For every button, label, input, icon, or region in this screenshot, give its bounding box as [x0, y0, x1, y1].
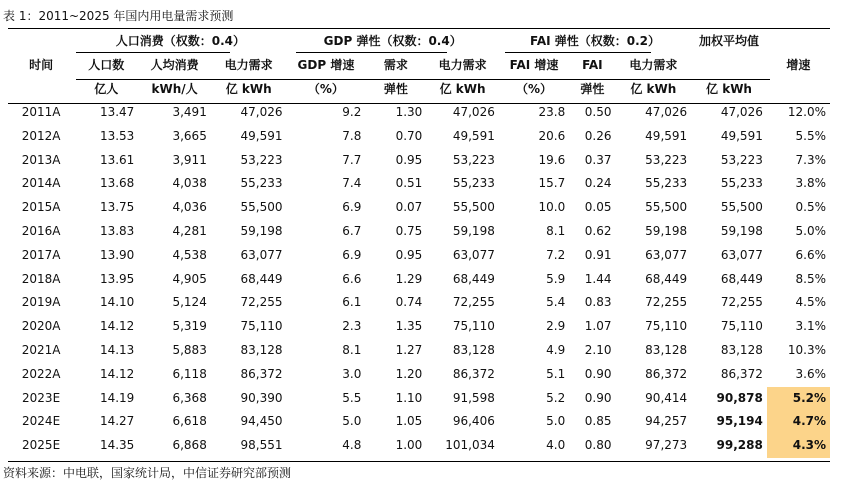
data-cell: 6,618 [172, 414, 207, 429]
data-cell: 0.80 [584, 438, 612, 453]
table-row [8, 363, 830, 387]
data-cell: 47,026 [720, 105, 763, 119]
unit-header: 亿 kWh [225, 82, 272, 96]
data-cell: 5.1 [546, 366, 566, 381]
data-cell: 2.9 [546, 319, 566, 334]
data-cell: 0.85 [584, 414, 612, 429]
data-cell: 5.0 [342, 414, 362, 429]
table-row [8, 268, 830, 292]
year-cell: 2020A [21, 319, 61, 334]
data-cell: 68,449 [645, 271, 688, 286]
year-cell: 2011A [21, 105, 61, 119]
data-cell: 68,449 [240, 271, 283, 286]
data-cell: 98,551 [240, 438, 283, 453]
data-cell: 7.2 [546, 247, 566, 262]
data-cell: 86,372 [240, 366, 283, 381]
data-cell: 19.6 [538, 152, 566, 167]
data-cell: 83,128 [452, 342, 495, 357]
data-cell: 1.05 [395, 414, 423, 429]
data-cell: 0.26 [584, 128, 612, 143]
column-header: 人口数 [88, 58, 125, 72]
data-cell: 47,026 [452, 105, 495, 119]
data-cell: 2.10 [584, 342, 612, 357]
unit-header: 亿 kWh [706, 82, 752, 96]
data-cell: 4.9 [546, 342, 566, 357]
year-cell: 2019A [21, 295, 61, 310]
data-cell: 72,255 [240, 295, 283, 310]
data-cell: 0.70 [395, 128, 423, 143]
data-cell: 4,281 [172, 223, 207, 238]
data-cell: 101,034 [445, 438, 495, 453]
data-cell: 8.5% [795, 271, 826, 286]
data-cell: 63,077 [240, 247, 283, 262]
data-cell: 13.53 [99, 128, 135, 143]
data-cell: 5.2% [767, 387, 830, 411]
data-cell: 4,538 [172, 247, 207, 262]
data-cell: 3.8% [795, 176, 826, 191]
table-row [8, 291, 830, 315]
data-cell: 0.91 [584, 247, 612, 262]
data-cell: 0.05 [584, 200, 612, 215]
data-cell: 59,198 [452, 223, 495, 238]
table-caption: 表 1：2011~2025 年国内用电量需求预测 [3, 9, 234, 23]
data-cell: 59,198 [240, 223, 283, 238]
table-row [8, 410, 830, 434]
table-row [8, 125, 830, 149]
table-row [8, 387, 830, 411]
column-header: 人均消费 [150, 58, 199, 72]
data-cell: 3.6% [795, 366, 826, 381]
electricity-demand-table [8, 29, 830, 458]
data-cell: 96,406 [452, 414, 495, 429]
data-cell: 13.75 [99, 200, 135, 215]
data-cell: 55,233 [452, 176, 495, 191]
data-cell: 14.35 [99, 438, 135, 453]
data-cell: 3,665 [172, 128, 207, 143]
data-cell: 0.74 [395, 295, 423, 310]
data-cell: 68,449 [452, 271, 495, 286]
speed-header: 增速 [786, 58, 811, 72]
year-cell: 2025E [22, 438, 61, 453]
data-cell: 1.27 [395, 342, 423, 357]
data-cell: 23.8 [538, 105, 566, 119]
unit-header: 亿 kWh [630, 82, 677, 96]
data-cell: 5,319 [172, 319, 207, 334]
table-row [8, 101, 830, 125]
column-header: 电力需求 [438, 58, 487, 72]
data-cell: 97,273 [645, 438, 688, 453]
table-body [8, 101, 830, 458]
table-row [8, 434, 830, 458]
data-cell: 14.12 [99, 319, 135, 334]
data-cell: 0.37 [584, 152, 612, 167]
data-cell: 0.50 [584, 105, 612, 119]
year-cell: 2022A [21, 366, 61, 381]
data-cell: 5.0 [546, 414, 566, 429]
data-cell: 55,233 [240, 176, 283, 191]
data-cell: 90,414 [645, 390, 688, 405]
data-cell: 90,878 [716, 390, 763, 405]
data-cell: 55,233 [645, 176, 688, 191]
data-cell: 53,223 [240, 152, 283, 167]
data-cell: 4.5% [795, 295, 826, 310]
data-cell: 13.68 [99, 176, 135, 191]
data-cell: 14.12 [99, 366, 135, 381]
data-cell: 72,255 [720, 295, 763, 310]
data-cell: 83,128 [645, 342, 688, 357]
table-row [8, 172, 830, 196]
data-cell: 75,110 [452, 319, 495, 334]
column-header: GDP 增速 [297, 58, 355, 72]
data-cell: 5.5% [795, 128, 826, 143]
data-cell: 14.27 [99, 414, 135, 429]
data-cell: 55,500 [720, 200, 763, 215]
data-cell: 75,110 [720, 319, 763, 334]
data-cell: 4.8 [342, 438, 362, 453]
table-row [8, 196, 830, 220]
source-note: 资料来源：中电联，国家统计局，中信证券研究部预测 [3, 466, 292, 480]
data-cell: 0.90 [584, 390, 612, 405]
data-cell: 10.3% [787, 342, 826, 357]
unit-header: 亿人 [94, 82, 119, 96]
data-cell: 5.9 [546, 271, 566, 286]
data-cell: 91,598 [452, 390, 495, 405]
data-cell: 6.1 [342, 295, 362, 310]
data-cell: 95,194 [716, 414, 763, 429]
unit-header: 弹性 [580, 82, 605, 96]
year-cell: 2012A [21, 128, 61, 143]
data-cell: 1.07 [584, 319, 612, 334]
data-cell: 49,591 [645, 128, 688, 143]
table-row [8, 149, 830, 173]
data-cell: 6,868 [172, 438, 207, 453]
data-cell: 83,128 [720, 342, 763, 357]
data-cell: 7.4 [342, 176, 362, 191]
column-header: FAI [582, 58, 603, 72]
data-cell: 1.30 [395, 105, 423, 119]
data-cell: 47,026 [645, 105, 688, 119]
data-cell: 90,390 [240, 390, 283, 405]
data-cell: 13.61 [99, 152, 135, 167]
year-cell: 2014A [21, 176, 61, 191]
data-cell: 3.1% [795, 319, 826, 334]
data-cell: 72,255 [645, 295, 688, 310]
data-cell: 5.5 [342, 390, 362, 405]
data-cell: 6.9 [342, 200, 362, 215]
data-cell: 75,110 [240, 319, 283, 334]
data-cell: 68,449 [720, 271, 763, 286]
column-header: 电力需求 [224, 58, 273, 72]
table-row [8, 220, 830, 244]
data-cell: 4.3% [767, 434, 830, 458]
data-cell: 55,500 [240, 200, 283, 215]
data-cell: 6.7 [342, 223, 362, 238]
data-cell: 13.47 [99, 105, 135, 119]
data-cell: 13.95 [99, 271, 135, 286]
data-cell: 12.0% [787, 105, 826, 119]
data-cell: 59,198 [720, 223, 763, 238]
year-cell: 2021A [21, 342, 61, 357]
data-cell: 4.7% [767, 410, 830, 434]
group-header-population: 人口消费（权数：0.4） [115, 34, 245, 48]
subheader-row [8, 53, 830, 77]
data-cell: 0.90 [584, 366, 612, 381]
unit-header: （%） [307, 82, 344, 96]
data-cell: 1.29 [395, 271, 423, 286]
year-cell: 2017A [21, 247, 61, 262]
data-cell: 3,491 [172, 105, 207, 119]
data-cell: 75,110 [645, 319, 688, 334]
data-cell: 47,026 [240, 105, 283, 119]
data-cell: 7.3% [795, 152, 826, 167]
data-cell: 49,591 [720, 128, 763, 143]
data-cell: 4,038 [172, 176, 207, 191]
unit-header: 亿 kWh [439, 82, 486, 96]
data-cell: 49,591 [240, 128, 283, 143]
data-cell: 86,372 [452, 366, 495, 381]
data-cell: 9.2 [342, 105, 362, 119]
data-cell: 7.8 [342, 128, 362, 143]
data-cell: 4,036 [172, 200, 207, 215]
data-cell: 99,288 [716, 438, 763, 453]
group-header-gdp: GDP 弹性（权数：0.4） [323, 34, 462, 48]
data-cell: 1.20 [395, 366, 423, 381]
data-cell: 0.5% [795, 200, 826, 215]
column-header: FAI 增速 [509, 58, 559, 72]
unit-header: （%） [516, 82, 553, 96]
data-cell: 53,223 [720, 152, 763, 167]
column-header: 电力需求 [629, 58, 678, 72]
data-cell: 15.7 [538, 176, 566, 191]
data-cell: 53,223 [452, 152, 495, 167]
data-cell: 3.0 [342, 366, 362, 381]
group-header-fai: FAI 弹性（权数：0.2） [530, 34, 661, 48]
data-cell: 94,450 [240, 414, 283, 429]
data-cell: 63,077 [452, 247, 495, 262]
data-cell: 94,257 [645, 414, 688, 429]
data-cell: 63,077 [645, 247, 688, 262]
column-header [691, 53, 767, 77]
data-cell: 13.83 [99, 223, 135, 238]
data-cell: 8.1 [342, 342, 362, 357]
data-cell: 55,233 [720, 176, 763, 191]
data-cell: 5.2 [546, 390, 566, 405]
data-cell: 86,372 [720, 366, 763, 381]
data-cell: 86,372 [645, 366, 688, 381]
data-cell: 72,255 [452, 295, 495, 310]
unit-header: kWh/人 [151, 82, 198, 96]
data-cell: 59,198 [645, 223, 688, 238]
year-cell: 2024E [22, 414, 61, 429]
data-cell: 14.13 [99, 342, 135, 357]
data-cell: 7.7 [342, 152, 362, 167]
group-header-row [8, 29, 830, 53]
data-cell: 0.83 [584, 295, 612, 310]
data-cell: 13.90 [99, 247, 135, 262]
data-cell: 6.9 [342, 247, 362, 262]
data-cell: 1.35 [395, 319, 423, 334]
data-cell: 83,128 [240, 342, 283, 357]
time-header: 时间 [29, 58, 54, 72]
data-cell: 14.19 [99, 390, 135, 405]
data-cell: 4.0 [546, 438, 566, 453]
year-cell: 2013A [21, 152, 61, 167]
table-row [8, 315, 830, 339]
data-cell: 0.95 [395, 152, 423, 167]
data-cell: 0.07 [395, 200, 423, 215]
bottom-rule [8, 461, 830, 462]
data-cell: 0.62 [584, 223, 612, 238]
data-cell: 14.10 [99, 295, 135, 310]
table-row [8, 339, 830, 363]
data-cell: 0.95 [395, 247, 423, 262]
data-cell: 4,905 [172, 271, 207, 286]
group-header-weighted: 加权平均值 [699, 34, 760, 48]
data-cell: 55,500 [452, 200, 495, 215]
year-cell: 2015A [21, 200, 61, 215]
data-cell: 6.6 [342, 271, 362, 286]
data-cell: 2.3 [342, 319, 362, 334]
data-cell: 1.00 [395, 438, 423, 453]
data-cell: 55,500 [645, 200, 688, 215]
units-row [8, 77, 830, 101]
year-cell: 2016A [21, 223, 61, 238]
column-header: 需求 [383, 58, 408, 72]
data-cell: 20.6 [538, 128, 566, 143]
data-cell: 1.10 [395, 390, 423, 405]
unit-header: 弹性 [383, 82, 408, 96]
year-cell: 2023E [22, 390, 61, 405]
data-cell: 6.6% [795, 247, 826, 262]
data-cell: 8.1 [546, 223, 566, 238]
data-cell: 0.51 [395, 176, 423, 191]
data-cell: 10.0 [538, 200, 566, 215]
data-cell: 53,223 [645, 152, 688, 167]
year-cell: 2018A [21, 271, 61, 286]
data-cell: 5.0% [795, 223, 826, 238]
data-cell: 6,368 [172, 390, 207, 405]
data-cell: 5,883 [172, 342, 207, 357]
data-cell: 3,911 [172, 152, 207, 167]
data-cell: 1.44 [584, 271, 612, 286]
data-cell: 5.4 [546, 295, 566, 310]
table-row [8, 244, 830, 268]
data-cell: 0.24 [584, 176, 612, 191]
data-cell: 5,124 [172, 295, 207, 310]
data-cell: 0.75 [395, 223, 423, 238]
data-cell: 6,118 [172, 366, 207, 381]
data-cell: 49,591 [452, 128, 495, 143]
data-cell: 63,077 [720, 247, 763, 262]
